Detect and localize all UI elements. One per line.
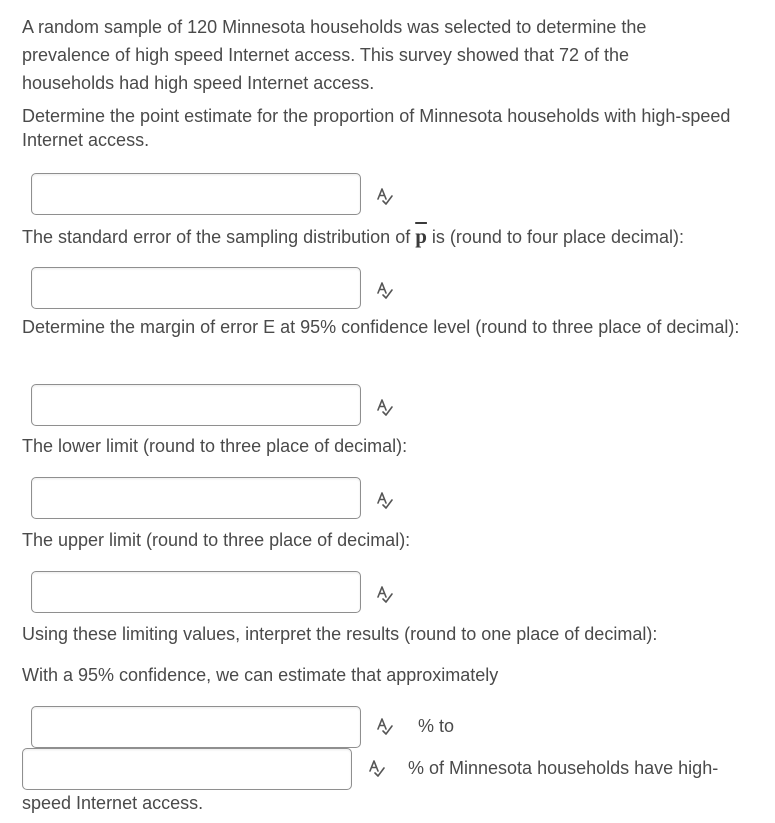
percent-low-input[interactable] — [31, 706, 361, 748]
spellcheck-icon[interactable] — [374, 490, 394, 510]
spellcheck-icon[interactable] — [374, 584, 394, 604]
lower-limit-prompt: The lower limit (round to three place of decimal): — [22, 436, 408, 456]
std-error-prompt-after: is (round to four place decimal): — [426, 227, 685, 247]
std-error-prompt-before: The standard error of the sampling distribution of — [22, 227, 416, 247]
question-intro: A random sample of 120 Minnesota households was selected to determine the prevalence of high speed Internet access. This survey showed that 72 of the households had high speed Internet access. — [22, 17, 647, 93]
margin-of-error-input[interactable] — [31, 384, 361, 426]
households-label: % of Minnesota households have high- — [408, 758, 719, 778]
percent-to-label: % to — [418, 716, 455, 736]
lower-limit-input[interactable] — [31, 477, 361, 519]
percent-high-input[interactable] — [22, 748, 352, 790]
std-error-prompt — [22, 222, 767, 251]
std-error-input[interactable] — [31, 267, 361, 309]
spellcheck-icon[interactable] — [374, 397, 394, 417]
upper-limit-prompt: The upper limit (round to three place of decimal): — [22, 530, 411, 550]
spellcheck-icon[interactable] — [374, 716, 394, 736]
interpret-prompt: Using these limiting values, interpret the results (round to one place of decimal): — [22, 624, 658, 644]
point-estimate-input[interactable] — [31, 173, 361, 215]
closing-text: speed Internet access. — [22, 793, 204, 813]
confidence-sentence: With a 95% confidence, we can estimate that approximately — [22, 665, 499, 685]
spellcheck-icon[interactable] — [366, 758, 386, 778]
margin-prompt: Determine the margin of error E at 95% confidence level (round to three place of decimal): — [22, 317, 740, 337]
point-estimate-prompt: Determine the point estimate for the proportion of Minnesota households with high-speed Internet access. — [22, 106, 731, 150]
p-bar-symbol: $\overline{p}$ — [415, 224, 427, 248]
spellcheck-icon[interactable] — [374, 280, 394, 300]
spellcheck-icon[interactable] — [374, 186, 394, 206]
upper-limit-input[interactable] — [31, 571, 361, 613]
